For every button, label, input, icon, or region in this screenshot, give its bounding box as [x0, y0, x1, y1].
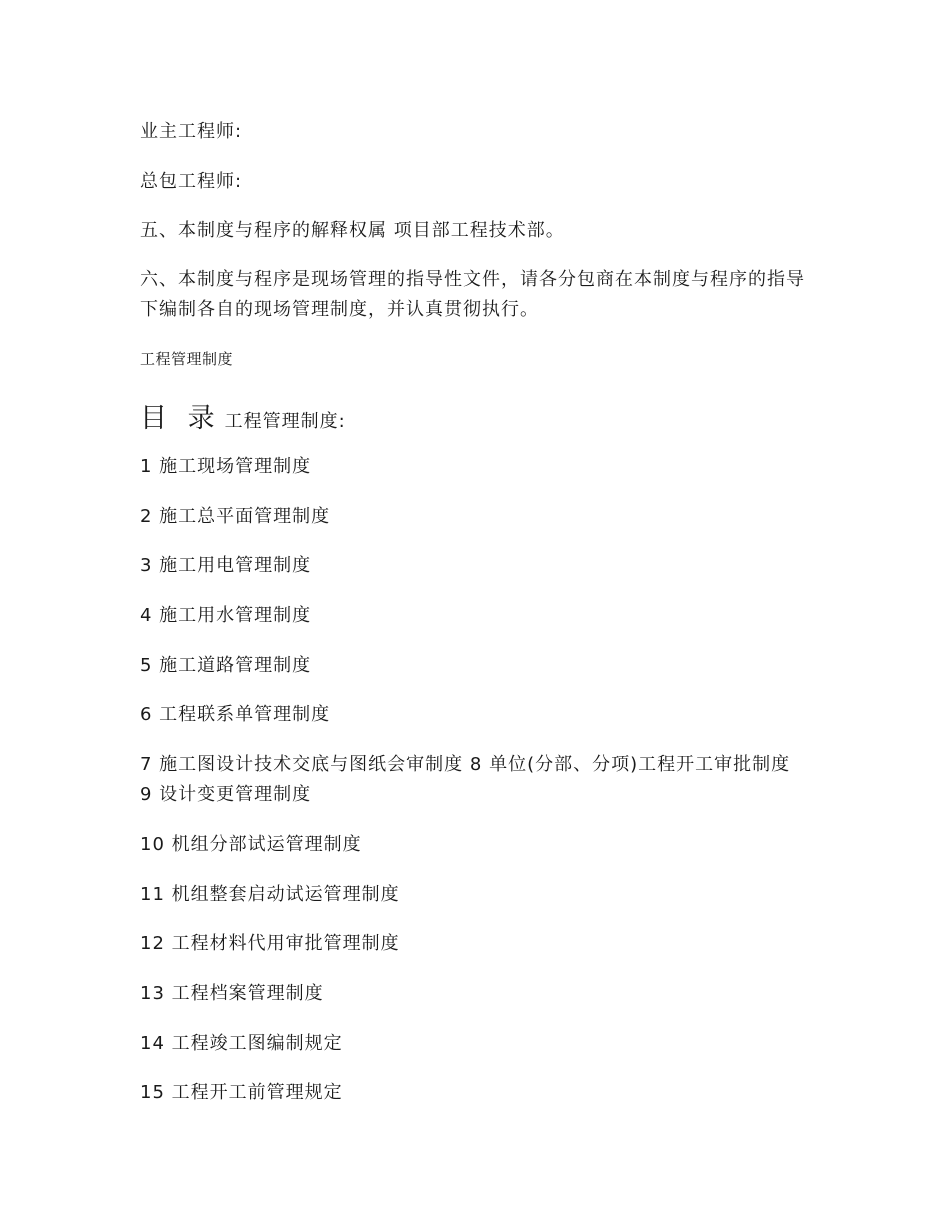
toc-item-6: 6 工程联系单管理制度 [140, 704, 331, 725]
toc-item-10: 10 机组分部试运管理制度 [140, 834, 362, 855]
toc-heading-label: 目 录 [140, 403, 221, 434]
toc-item-7-8-9: 7 施工图设计技术交底与图纸会审制度 8 单位(分部、分项)工程开工审批制度 9 设计变更管理制度 [140, 754, 791, 805]
toc-subheading: 工程管理制度: [224, 411, 346, 432]
toc-item-3: 3 施工用电管理制度 [140, 555, 312, 576]
toc-item-1: 1 施工现场管理制度 [140, 456, 312, 477]
toc-item-2: 2 施工总平面管理制度 [140, 506, 331, 527]
item-six-paragraph: 六、本制度与程序是现场管理的指导性文件，请各分包商在本制度与程序的指导下编制各自的现场管理制度，并认真贯彻执行。 [140, 269, 805, 320]
toc-item-12: 12 工程材料代用审批管理制度 [140, 933, 400, 954]
toc-item-15: 15 工程开工前管理规定 [140, 1082, 343, 1103]
gc-engineer-line: 总包工程师: [140, 171, 243, 192]
toc-item-13: 13 工程档案管理制度 [140, 983, 324, 1004]
toc-item-14: 14 工程竣工图编制规定 [140, 1033, 343, 1054]
toc-heading [140, 396, 346, 435]
owner-engineer-line: 业主工程师: [140, 121, 243, 142]
item-five-paragraph: 五、本制度与程序的解释权属 项目部工程技术部。 [140, 220, 565, 241]
toc-item-4: 4 施工用水管理制度 [140, 605, 312, 626]
section-title: 工程管理制度 [140, 350, 234, 368]
toc-item-11: 11 机组整套启动试运管理制度 [140, 884, 400, 905]
toc-item-5: 5 施工道路管理制度 [140, 655, 312, 676]
